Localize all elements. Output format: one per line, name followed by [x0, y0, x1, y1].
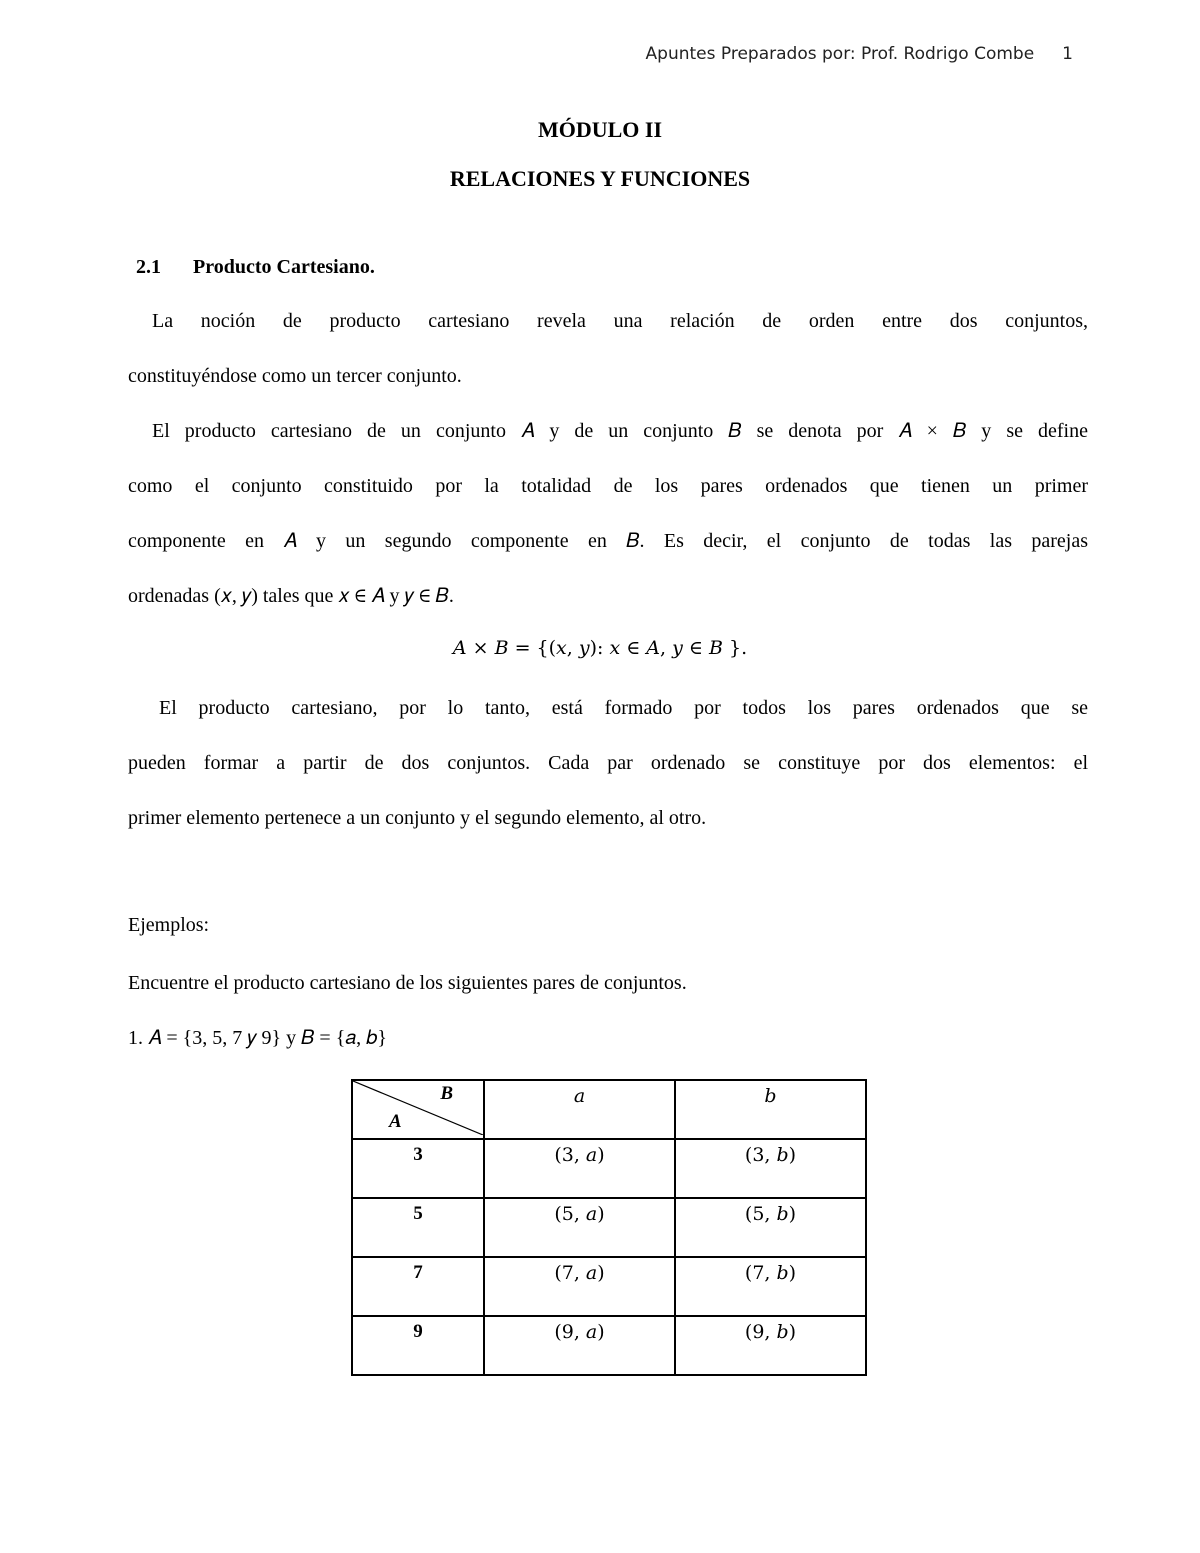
section-heading [136, 256, 375, 279]
paragraph-1-line-1: La noción de producto cartesiano revela una relación de orden entre dos conjuntos, [152, 310, 1088, 332]
table-row [352, 1139, 866, 1198]
cartesian-product-table [351, 1079, 867, 1376]
table-cell: (7, 𝑎) [484, 1257, 675, 1316]
header-text: Apuntes Preparados por: Prof. Rodrigo Combe [645, 44, 1035, 64]
corner-cell [352, 1080, 484, 1139]
table-cell: (9, 𝑎) [484, 1316, 675, 1375]
paragraph-2-line-1: El producto cartesiano de un conjunto 𝐴 y de un conjunto 𝐵 se denota por 𝐴 × 𝐵 y se define [152, 420, 1088, 442]
paragraph-2-line-2: como el conjunto constituido por la totalidad de los pares ordenados que tienen un primer [128, 475, 1088, 497]
table-cell: (9, 𝑏) [675, 1316, 866, 1375]
section-number: 2.1 [136, 256, 161, 278]
page-number: 1 [1062, 44, 1073, 64]
module-title: MÓDULO II [537, 117, 663, 142]
row-label: 7 [352, 1257, 484, 1316]
paragraph-3-line-2: pueden formar a partir de dos conjuntos. Cada par ordenado se constituye por dos elementos: el [128, 752, 1088, 774]
diagonal-line [353, 1081, 483, 1135]
paragraph-1-line-2: constituyéndose como un tercer conjunto. [128, 365, 462, 387]
table-cell: (5, 𝑎) [484, 1198, 675, 1257]
table-row [352, 1257, 866, 1316]
module-subtitle: RELACIONES Y FUNCIONES [449, 166, 751, 191]
table-cell: (7, 𝑏) [675, 1257, 866, 1316]
row-label: 5 [352, 1198, 484, 1257]
table-cell: (3, 𝑎) [484, 1139, 675, 1198]
paragraph-2-line-4: ordenadas (𝑥, 𝑦) tales que 𝑥 ∈ 𝐴 y 𝑦 ∈ 𝐵. [128, 585, 454, 607]
paragraph-3-line-1: El producto cartesiano, por lo tanto, está formado por todos los pares ordenados que se [159, 697, 1088, 719]
table-header-row [352, 1080, 866, 1139]
table-row [352, 1316, 866, 1375]
table-cell: (5, 𝑏) [675, 1198, 866, 1257]
corner-label-a: A [389, 1111, 402, 1132]
row-label: 9 [352, 1316, 484, 1375]
paragraph-2-line-3: componente en 𝐴 y un segundo componente en 𝐵. Es decir, el conjunto de todas las parejas [128, 530, 1088, 552]
example-instruction: Encuentre el producto cartesiano de los siguientes pares de conjuntos. [128, 972, 687, 994]
section-title: Producto Cartesiano. [193, 256, 375, 278]
cartesian-product-equation: 𝐴 × 𝐵 = {(𝑥, 𝑦): 𝑥 ∈ 𝐴, 𝑦 ∈ 𝐵 }. [452, 637, 748, 659]
column-header-b: b [675, 1080, 866, 1139]
row-label: 3 [352, 1139, 484, 1198]
table-row [352, 1198, 866, 1257]
page-header [646, 44, 1073, 64]
corner-label-b: B [440, 1083, 453, 1104]
table-cell: (3, 𝑏) [675, 1139, 866, 1198]
example-heading: Ejemplos: [128, 914, 210, 936]
example-item-1: 1. 𝐴 = {3, 5, 7 𝑦 9} y 𝐵 = {𝑎, 𝑏} [128, 1027, 387, 1049]
paragraph-3-line-3: primer elemento pertenece a un conjunto y el segundo elemento, al otro. [128, 807, 707, 829]
column-header-a: a [484, 1080, 675, 1139]
